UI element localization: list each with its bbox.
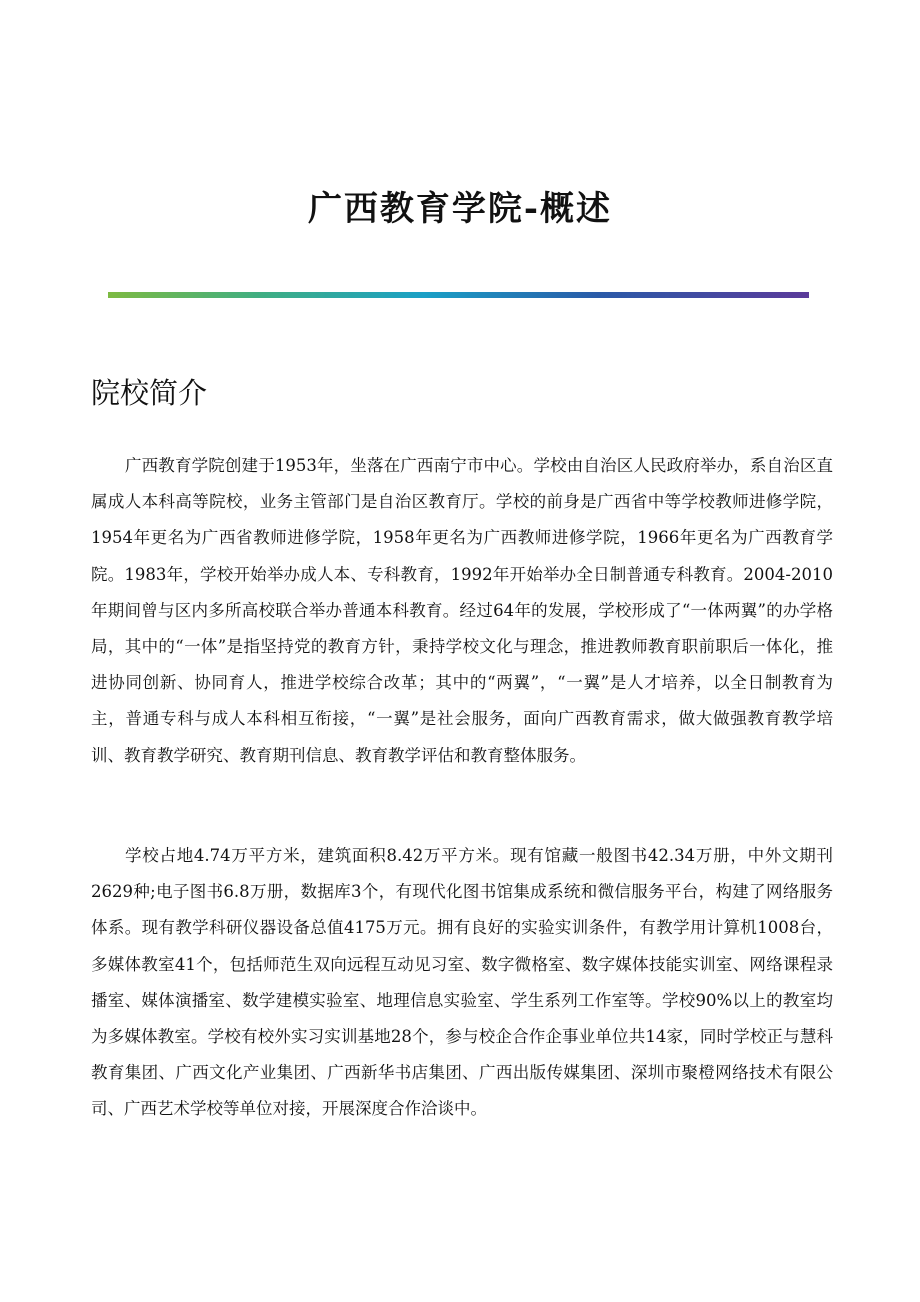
title-divider <box>108 292 809 298</box>
document-title: 广西教育学院-概述 <box>307 189 613 229</box>
section-heading: 院校简介 <box>91 376 208 410</box>
body-paragraph-history: 广西教育学院创建于1953年，坐落在广西南宁市中心。学校由自治区人民政府举办，系自治区直属成人本科高等院校，业务主管部门是自治区教育厅。学校的前身是广西省中等学校教师进修学院，1954年更名为广西省教师进修学院，1958年更名为广西教师进修学院，1966年更名为广西教育学院。1983年，学校开始举办成人本、专科教育，1992年开始举办全日制普通专科教育。2004-2010年期间曾与区内多所高校联合举办普通本科教育。经过64年的发展，学校形成了“一体两翼”的办学格局，其中的“一体”是指坚持党的教育方针，秉持学校文化与理念，推进教师教育职前职后一体化，推进协同创新、协同育人，推进学校综合改革；其中的“两翼”，“一翼”是人才培养，以全日制教育为主，普通专科与成人本科相互衔接，“一翼”是社会服务，面向广西教育需求，做大做强教育教学培训、教育教学研究、教育期刊信息、教育教学评估和教育整体服务。 <box>91 456 833 765</box>
body-paragraph-facilities: 学校占地4.74万平方米，建筑面积8.42万平方米。现有馆藏一般图书42.34万册，中外文期刊2629种;电子图书6.8万册，数据库3个，有现代化图书馆集成系统和微信服务平台，构建了网络服务体系。现有教学科研仪器设备总值4175万元。拥有良好的实验实训条件，有教学用计算机1008台，多媒体教室41个，包括师范生双向远程互动见习室、数字微格室、数字媒体技能实训室、网络课程录播室、媒体演播室、数学建模实验室、地理信息实验室、学生系列工作室等。学校90%以上的教室均为多媒体教室。学校有校外实习实训基地28个，参与校企合作企事业单位共14家，同时学校正与慧科教育集团、广西文化产业集团、广西新华书店集团、广西出版传媒集团、深圳市聚橙网络技术有限公司、广西艺术学校等单位对接，开展深度合作洽谈中。 <box>91 846 833 1119</box>
